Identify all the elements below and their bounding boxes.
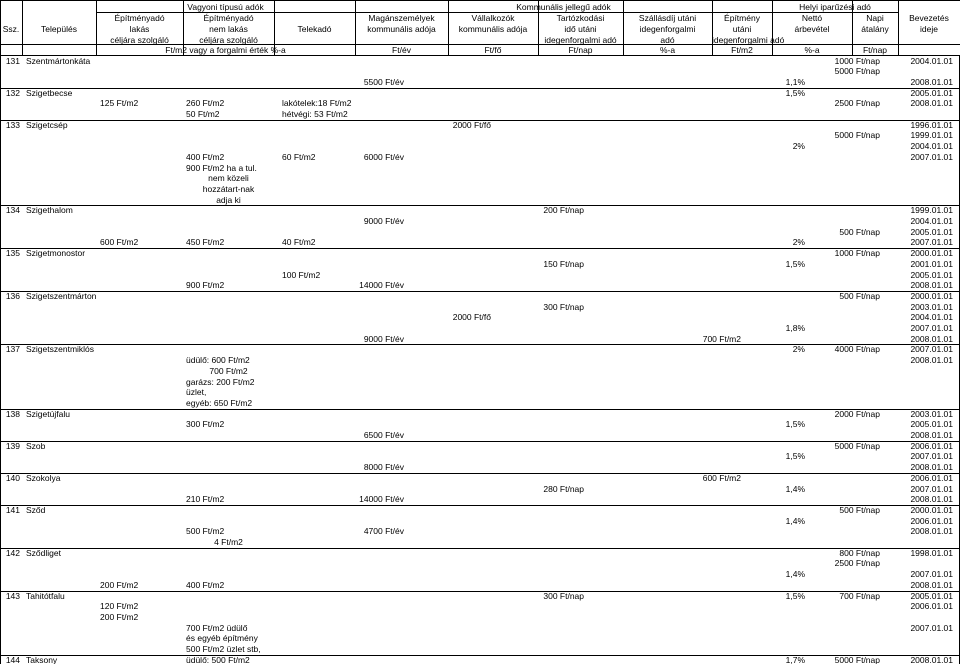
row-town-name: Szigetbecse [26, 87, 73, 98]
cell-maganszem: 9000 Ft/év [363, 216, 404, 226]
header-col-9-l2: utáni [732, 24, 752, 34]
row-number: 135 [5, 248, 20, 259]
cell-date: 2006.01.01 [910, 472, 953, 483]
cell-maganszem: 6000 Ft/év [363, 151, 404, 162]
cell-date: 2004.01.01 [910, 312, 953, 323]
cell-date: 2008.01.01 [910, 76, 953, 87]
row-number: 138 [5, 408, 20, 419]
header-col-divider [898, 0, 899, 55]
row-town-name: Szob [26, 440, 46, 451]
cell-date: 2007.01.01 [910, 344, 953, 355]
header-unit-6: %-a [804, 45, 820, 55]
cell-date: 2007.01.01 [910, 237, 953, 248]
cell-epitmeny: 600 Ft/m2 [702, 472, 741, 483]
cell-nemlakas: 500 Ft/m2 [186, 526, 225, 537]
cell-nemlakas: 400 Ft/m2 [186, 579, 225, 590]
cell-telek: lakótelek:18 Ft/m2 [282, 98, 352, 109]
cell-lakas: 600 Ft/m2 [100, 237, 139, 248]
header-col-3-l2: nem lakás [209, 24, 248, 34]
header-group-0: Vagyoni típusú adók [187, 2, 264, 12]
cell-date: 2006.01.01 [910, 515, 953, 526]
cell-nemlakas: 500 Ft/m2 üzlet stb, [186, 644, 261, 654]
cell-telek: 100 Ft/m2 [282, 269, 321, 280]
row-number: 136 [5, 290, 20, 301]
header-col-divider [538, 0, 539, 55]
header-col-5-l2: kommunális adója [367, 24, 436, 34]
header-unit-5: Ft/m2 [731, 45, 753, 55]
cell-nemlakas: hozzátart-nak [202, 183, 255, 194]
header-col-4-l2: Telekadó [297, 24, 332, 34]
cell-nemlakas: üdülő: 500 Ft/m2 [186, 654, 250, 664]
row-town-name: Sződ [26, 504, 46, 515]
cell-date: 2003.01.01 [910, 408, 953, 419]
header-col-divider [772, 0, 773, 55]
cell-date: 2007.01.01 [910, 622, 953, 633]
cell-date: 2006.01.01 [910, 440, 953, 451]
cell-date: 2007.01.01 [910, 323, 953, 333]
cell-netto: 1,1% [785, 76, 805, 87]
row-town-name: Szigetcsép [26, 119, 68, 130]
cell-szallas: 150 Ft/nap [543, 258, 584, 269]
header-col-divider [355, 0, 356, 55]
cell-napi: 2000 Ft/nap [834, 408, 880, 419]
cell-date: 2003.01.01 [910, 301, 953, 312]
cell-lakas: 120 Ft/m2 [100, 601, 139, 612]
header-col-12-l1: Bevezetés [909, 13, 949, 23]
cell-date: 2008.01.01 [910, 494, 953, 505]
cell-date: 2000.01.01 [910, 504, 953, 515]
cell-netto: 1,4% [785, 569, 805, 580]
cell-date: 2004.01.01 [910, 55, 953, 66]
cell-date: 2007.01.01 [910, 151, 953, 162]
cell-date: 2007.01.01 [910, 483, 953, 494]
row-number: 134 [5, 205, 20, 216]
cell-date: 2000.01.01 [910, 290, 953, 301]
row-separator [0, 88, 960, 89]
cell-napi: 500 Ft/nap [839, 290, 880, 301]
row-number: 139 [5, 440, 20, 451]
header-col-2-l2: lakás [129, 24, 150, 34]
header-col-9-l3: idegenforgalmi adó [712, 35, 785, 45]
header-group-1: Kommunális jellegű adók [516, 2, 611, 12]
cell-napi: 5000 Ft/nap [834, 440, 880, 451]
cell-date: 2008.01.01 [910, 579, 953, 590]
row-number: 132 [5, 87, 20, 98]
row-number: 137 [5, 344, 20, 355]
cell-szallas: 300 Ft/nap [543, 590, 584, 601]
cell-nemlakas: 210 Ft/m2 [186, 494, 225, 505]
header-col-divider [712, 0, 713, 55]
body-left-border [0, 55, 1, 664]
row-number: 141 [5, 504, 20, 515]
cell-nemlakas: 400 Ft/m2 [186, 151, 225, 162]
cell-date: 2008.01.01 [910, 430, 953, 440]
cell-date: 1998.01.01 [910, 547, 953, 558]
row-town-name: Tahitótfalu [26, 590, 65, 601]
header-col-11-l2: átalány [861, 24, 889, 34]
cell-szallas: 300 Ft/nap [543, 301, 584, 312]
cell-date: 2005.01.01 [910, 87, 953, 98]
cell-szallas: 280 Ft/nap [543, 483, 584, 494]
cell-nemlakas: 300 Ft/m2 [186, 419, 225, 430]
cell-napi: 2500 Ft/nap [834, 98, 880, 109]
cell-lakas: 125 Ft/m2 [100, 98, 139, 109]
cell-date: 1996.01.01 [910, 119, 953, 130]
cell-netto: 1,5% [785, 590, 805, 601]
header-col-10-l1: Nettó [801, 13, 823, 23]
cell-nemlakas: üdülő: 600 Ft/m2 [186, 355, 250, 366]
cell-nemlakas: adja ki [216, 194, 241, 205]
cell-date: 2000.01.01 [910, 248, 953, 259]
cell-netto: 2% [792, 344, 805, 355]
header-col-3-l1: Építményadó [203, 13, 254, 23]
header-unit-1: Ft/év [392, 45, 411, 55]
header-col-6-l2: kommunális adója [458, 24, 528, 34]
cell-napi: 5000 Ft/nap [834, 654, 880, 664]
cell-nemlakas: garázs: 200 Ft/m2 [186, 376, 255, 387]
cell-date: 2008.01.01 [910, 654, 953, 664]
header-col-divider [274, 0, 275, 55]
cell-netto: 1,5% [785, 258, 805, 269]
cell-maganszem: 9000 Ft/év [363, 333, 404, 344]
cell-netto: 1,7% [785, 654, 805, 664]
cell-date: 1999.01.01 [910, 205, 953, 216]
header-col-8-l2: idegenforgalmi [639, 24, 696, 34]
header-col-1-l2: Település [41, 24, 77, 34]
cell-netto: 1,5% [785, 87, 805, 98]
cell-date: 2008.01.01 [910, 462, 953, 473]
header-col-2-l1: Építményadó [114, 13, 165, 23]
row-town-name: Szokolya [26, 472, 61, 483]
cell-nemlakas: 260 Ft/m2 [186, 98, 225, 109]
row-number: 140 [5, 472, 20, 483]
row-town-name: Sződliget [26, 547, 61, 558]
cell-netto: 2% [792, 237, 805, 248]
header-col-12-l2: ideje [920, 24, 938, 34]
row-town-name: Taksony [26, 654, 58, 664]
cell-date: 2008.01.01 [910, 526, 953, 537]
cell-date: 2005.01.01 [910, 269, 953, 280]
header-unit-4: %-a [659, 45, 676, 55]
cell-nemlakas: és egyéb építmény [186, 633, 258, 644]
header-col-divider [448, 0, 449, 55]
cell-nemlakas: 700 Ft/m2 [209, 365, 248, 376]
header-col-divider [852, 0, 853, 55]
cell-date: 2008.01.01 [910, 98, 953, 109]
cell-netto: 1,8% [785, 323, 805, 333]
row-number: 142 [5, 547, 20, 558]
cell-maganszem: 5500 Ft/év [363, 76, 404, 87]
header-col-5-l1: Magánszemélyek [368, 13, 435, 23]
header-col-7-l2: idő utáni [564, 24, 597, 34]
cell-netto: 1,4% [785, 483, 805, 494]
cell-telek: 60 Ft/m2 [282, 151, 316, 162]
cell-tartozk: 2000 Ft/fő [452, 312, 491, 323]
cell-date: 2005.01.01 [910, 419, 953, 430]
cell-maganszem: 8000 Ft/év [363, 462, 404, 473]
header-col-divider [22, 0, 23, 55]
header-col-8-l3: adó [660, 35, 675, 45]
cell-nemlakas: 700 Ft/m2 üdülő [186, 622, 248, 633]
header-unit-3: Ft/nap [568, 45, 593, 55]
cell-date: 2004.01.01 [910, 216, 953, 226]
header-col-8-l1: Szállásdíj utáni [638, 13, 697, 23]
cell-nemlakas: 900 Ft/m2 ha a tul. [186, 162, 257, 173]
row-town-name: Szigetújfalu [26, 408, 70, 419]
cell-date: 2008.01.01 [910, 333, 953, 344]
row-separator [0, 473, 960, 474]
cell-maganszem: 6500 Ft/év [363, 430, 404, 440]
header-col-9-l1: Építmény [724, 13, 760, 23]
row-town-name: Szigethalom [26, 205, 73, 216]
row-town-name: Szigetszentmiklós [26, 344, 95, 355]
cell-netto: 1,5% [785, 451, 805, 462]
cell-netto: 1,4% [785, 515, 805, 526]
cell-telek: 40 Ft/m2 [282, 237, 316, 248]
cell-date: 2008.01.01 [910, 355, 953, 366]
header-col-0-l2: Ssz. [2, 24, 20, 34]
cell-nemlakas: egyéb: 650 Ft/m2 [186, 397, 253, 408]
cell-date: 2005.01.01 [910, 590, 953, 601]
cell-date: 1999.01.01 [910, 130, 953, 141]
cell-napi: 500 Ft/nap [839, 504, 880, 515]
header-col-2-l3: céljára szolgáló [110, 35, 169, 45]
cell-telek: hétvégi: 53 Ft/m2 [282, 109, 348, 119]
row-town-name: Szigetszentmárton [26, 290, 97, 301]
header-top-line [0, 0, 960, 1]
cell-epitmeny: 700 Ft/m2 [702, 333, 741, 344]
header-col-divider [96, 0, 97, 55]
cell-date: 2001.01.01 [910, 258, 953, 269]
cell-napi: 1000 Ft/nap [834, 248, 880, 259]
cell-napi: 1000 Ft/nap [834, 55, 880, 66]
cell-lakas: 200 Ft/m2 [100, 611, 139, 622]
header-unit-0: Ft/m2 vagy a forgalmi érték %-a [165, 45, 286, 55]
header-units-line [0, 44, 960, 45]
row-town-name: Szigetmonostor [26, 248, 86, 259]
cell-tartozk: 2000 Ft/fő [452, 119, 491, 130]
cell-napi: 5000 Ft/nap [834, 130, 880, 141]
cell-nemlakas: 4 Ft/m2 [214, 537, 243, 547]
cell-napi: 800 Ft/nap [839, 547, 880, 558]
cell-napi: 4000 Ft/nap [834, 344, 880, 355]
cell-maganszem: 14000 Ft/év [359, 280, 404, 291]
cell-date: 2005.01.01 [910, 226, 953, 237]
cell-napi: 700 Ft/nap [839, 590, 880, 601]
cell-netto: 1,5% [785, 419, 805, 430]
cell-date: 2007.01.01 [910, 569, 953, 580]
cell-nemlakas: üzlet, [186, 387, 207, 398]
cell-nemlakas: nem közeli [208, 173, 249, 184]
row-town-name: Szentmártonkáta [26, 55, 91, 66]
cell-szallas: 200 Ft/nap [543, 205, 584, 216]
cell-maganszem: 4700 Ft/év [363, 526, 404, 537]
row-number: 131 [5, 55, 20, 66]
header-col-divider [183, 0, 184, 55]
row-number: 143 [5, 590, 20, 601]
cell-date: 2008.01.01 [910, 280, 953, 291]
header-col-6-l1: Vállalkozók [471, 13, 515, 23]
header-unit-7: Ft/nap [862, 45, 888, 55]
cell-date: 2006.01.01 [910, 601, 953, 612]
cell-maganszem: 14000 Ft/év [359, 494, 404, 505]
cell-napi: 5000 Ft/nap [834, 66, 880, 77]
row-number: 133 [5, 119, 20, 130]
cell-netto: 2% [792, 141, 805, 152]
header-col-divider [623, 0, 624, 55]
header-col-7-l3: idegenforgalmi adó [544, 35, 617, 45]
header-col-10-l2: árbevétel [794, 24, 830, 34]
cell-date: 2007.01.01 [910, 451, 953, 462]
cell-napi: 500 Ft/nap [839, 226, 880, 237]
header-col-7-l1: Tartózkodási [556, 13, 605, 23]
cell-napi: 2500 Ft/nap [834, 558, 880, 569]
cell-nemlakas: 50 Ft/m2 [186, 109, 220, 119]
header-unit-2: Ft/fő [484, 45, 502, 55]
header-col-divider [0, 0, 1, 55]
row-number: 144 [5, 654, 20, 664]
header-group-2: Helyi iparűzési adó [799, 2, 871, 12]
header-col-11-l1: Napi [866, 13, 884, 23]
cell-nemlakas: 450 Ft/m2 [186, 237, 225, 248]
cell-lakas: 200 Ft/m2 [100, 579, 139, 590]
header-col-3-l3: céljára szolgáló [199, 35, 258, 45]
cell-nemlakas: 900 Ft/m2 [186, 280, 225, 291]
cell-date: 2004.01.01 [910, 141, 953, 152]
